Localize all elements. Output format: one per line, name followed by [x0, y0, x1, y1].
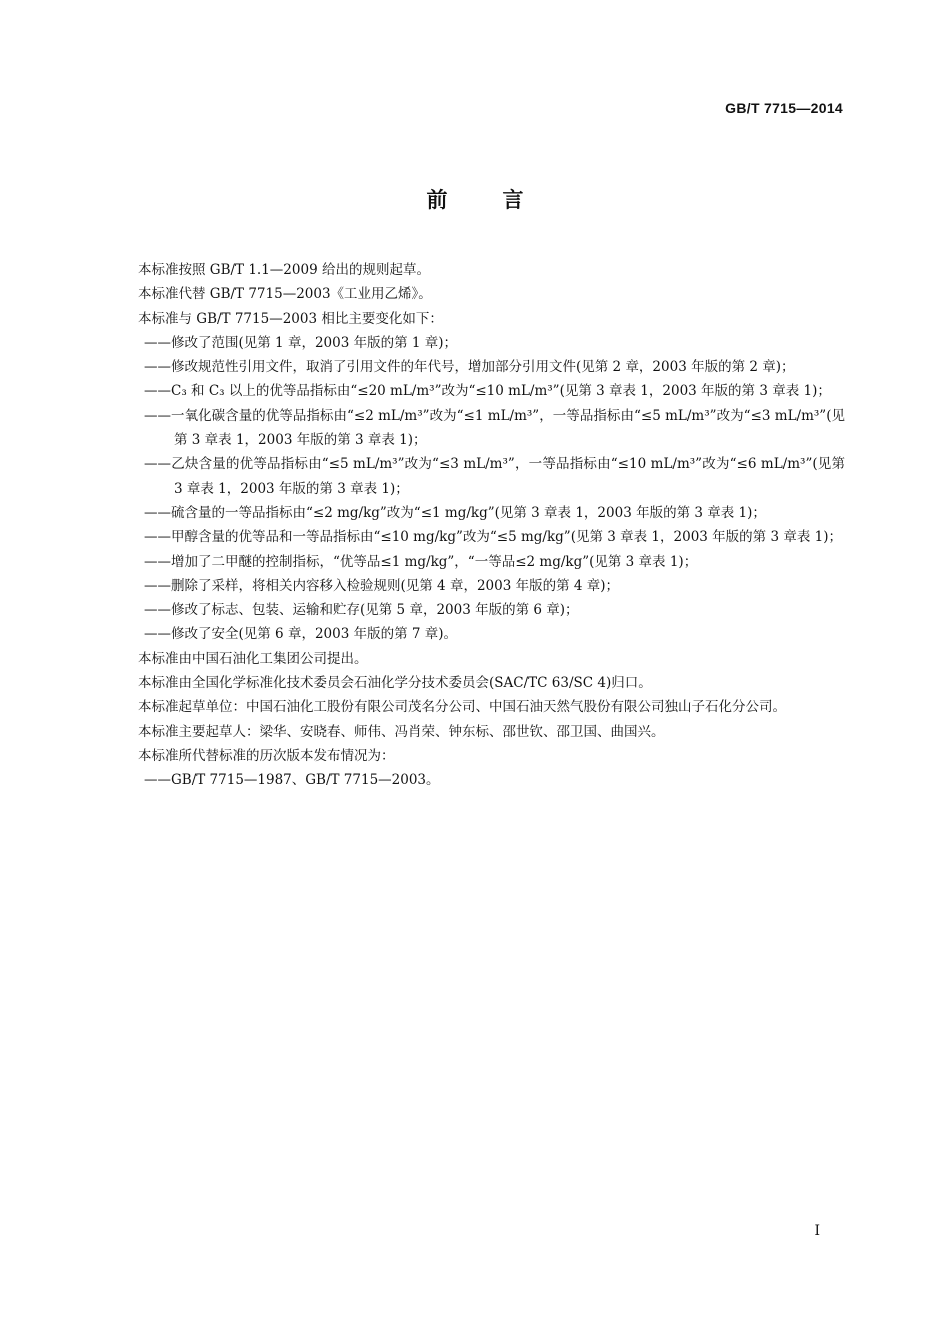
paragraph: 本标准由全国化学标准化技术委员会石油化学分技术委员会(SAC/TC 63/SC 4)归口。 — [138, 675, 652, 692]
change-list-item: ——修改了范围(见第 1 章，2003 年版的第 1 章)； — [144, 334, 458, 351]
change-list-item: ——硫含量的一等品指标由“≤2 mg/kg”改为“≤1 mg/kg”(见第 3 章表 1，2003 年版的第 3 章表 1)； — [144, 504, 766, 521]
change-list-item: ——一氧化碳含量的优等品指标由“≤2 mL/m³”改为“≤1 mL/m³”，一等品指标由“≤5 mL/m³”改为“≤3 mL/m³”(见第 3 章表 1，2003 年版的第 3 章表 1)； — [144, 407, 845, 449]
paragraph: 本标准起草单位：中国石油化工股份有限公司茂名分公司、中国石油天然气股份有限公司独山子石化分公司。 — [138, 699, 786, 716]
change-list-item: ——修改了安全(见第 6 章，2003 年版的第 7 章)。 — [144, 626, 458, 643]
paragraph: 本标准主要起草人：梁华、安晓春、师伟、冯肖荣、钟东标、邵世钦、邵卫国、曲国兴。 — [138, 723, 665, 740]
change-list-item: ——甲醇含量的优等品和一等品指标由“≤10 mg/kg”改为“≤5 mg/kg”(见第 3 章表 1，2003 年版的第 3 章表 1)； — [144, 529, 842, 546]
foreword-body — [108, 258, 845, 793]
paragraph: 本标准与 GB/T 7715—2003 相比主要变化如下： — [138, 310, 443, 327]
change-list-item: ——C₃ 和 C₃ 以上的优等品指标由“≤20 mL/m³”改为“≤10 mL/m³”(见第 3 章表 1，2003 年版的第 3 章表 1)； — [144, 383, 831, 400]
change-list-item: ——删除了采样，将相关内容移入检验规则(见第 4 章，2003 年版的第 4 章)； — [144, 577, 620, 594]
change-list-item: ——修改规范性引用文件，取消了引用文件的年代号，增加部分引用文件(见第 2 章，2003 年版的第 2 章)； — [144, 359, 795, 376]
change-list-item: ——乙炔含量的优等品指标由“≤5 mL/m³”改为“≤3 mL/m³”，一等品指标由“≤10 mL/m³”改为“≤6 mL/m³”(见第 3 章表 1，2003 年版的第 3 章表 1)； — [144, 456, 845, 497]
page-number: I — [814, 1223, 820, 1239]
version-history-item: ——GB/T 7715—1987、GB/T 7715—2003。 — [144, 772, 440, 789]
standard-code: GB/T 7715—2014 — [725, 100, 843, 116]
paragraph: 本标准按照 GB/T 1.1—2009 给出的规则起草。 — [138, 262, 430, 278]
change-list-item: ——增加了二甲醚的控制指标，“优等品≤1 mg/kg”，“一等品≤2 mg/kg”(见第 3 章表 1)； — [144, 553, 698, 570]
page-title: 前言 — [426, 188, 579, 212]
change-list-item: ——修改了标志、包装、运输和贮存(见第 5 章，2003 年版的第 6 章)； — [144, 602, 579, 619]
paragraph: 本标准代替 GB/T 7715—2003《工业用乙烯》。 — [138, 286, 432, 303]
paragraph: 本标准所代替标准的历次版本发布情况为： — [138, 747, 395, 764]
paragraph: 本标准由中国石油化工集团公司提出。 — [138, 650, 368, 667]
